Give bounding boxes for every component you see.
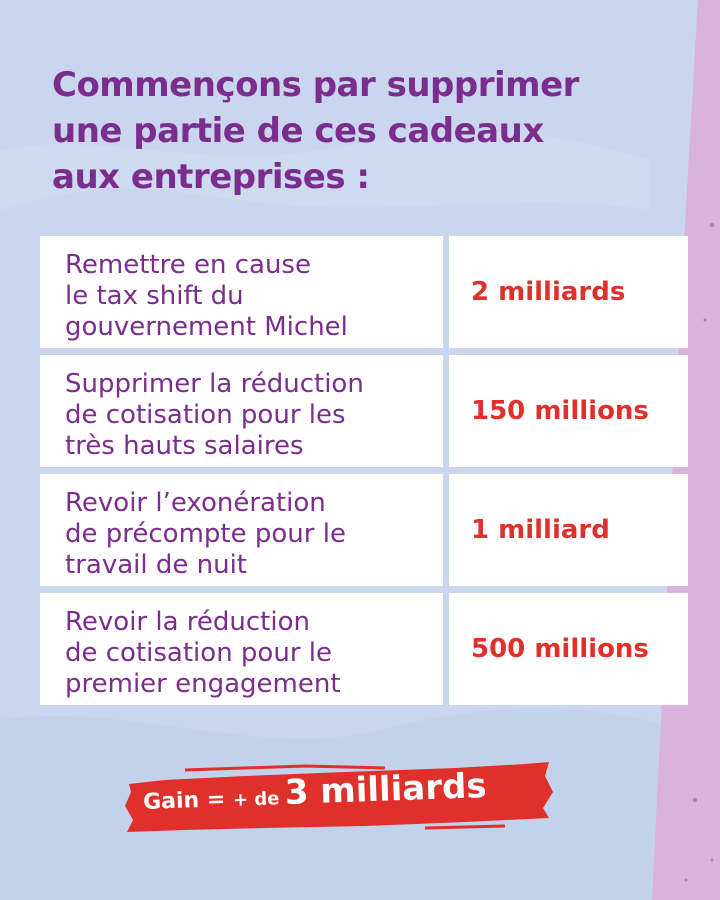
description-line: gouvernement Michel [65, 311, 348, 342]
gain-label: Gain = [142, 786, 234, 815]
description-line: travail de nuit [65, 549, 247, 580]
measure-description [40, 355, 443, 467]
table-row [40, 593, 688, 705]
headline-line-1: Commençons par supprimer [52, 65, 579, 105]
measure-description [40, 593, 443, 705]
headline-line-2: une partie de ces cadeaux [52, 111, 544, 151]
description-line: Supprimer la réduction [65, 368, 364, 399]
table-row [40, 474, 688, 586]
measure-amount: 1 milliard [449, 474, 688, 586]
measure-amount: 500 millions [449, 593, 688, 705]
measures-table [40, 236, 688, 712]
gain-banner [125, 762, 555, 832]
gain-value: 3 milliards [284, 766, 488, 814]
table-row [40, 355, 688, 467]
description-line: de précompte pour le [65, 518, 346, 549]
gain-plus: + de [232, 788, 280, 811]
description-line: Revoir la réduction [65, 606, 310, 637]
description-line: premier engagement [65, 668, 341, 699]
table-row [40, 236, 688, 348]
measure-description [40, 236, 443, 348]
measure-amount: 150 millions [449, 355, 688, 467]
measure-amount: 2 milliards [449, 236, 688, 348]
description-line: de cotisation pour les [65, 399, 346, 430]
description-line: le tax shift du [65, 280, 244, 311]
headline [52, 62, 672, 200]
measure-description [40, 474, 443, 586]
description-line: très hauts salaires [65, 430, 304, 461]
description-line: Remettre en cause [65, 249, 311, 280]
description-line: de cotisation pour le [65, 637, 332, 668]
headline-line-3: aux entreprises : [52, 157, 370, 197]
description-line: Revoir l’exonération [65, 487, 326, 518]
